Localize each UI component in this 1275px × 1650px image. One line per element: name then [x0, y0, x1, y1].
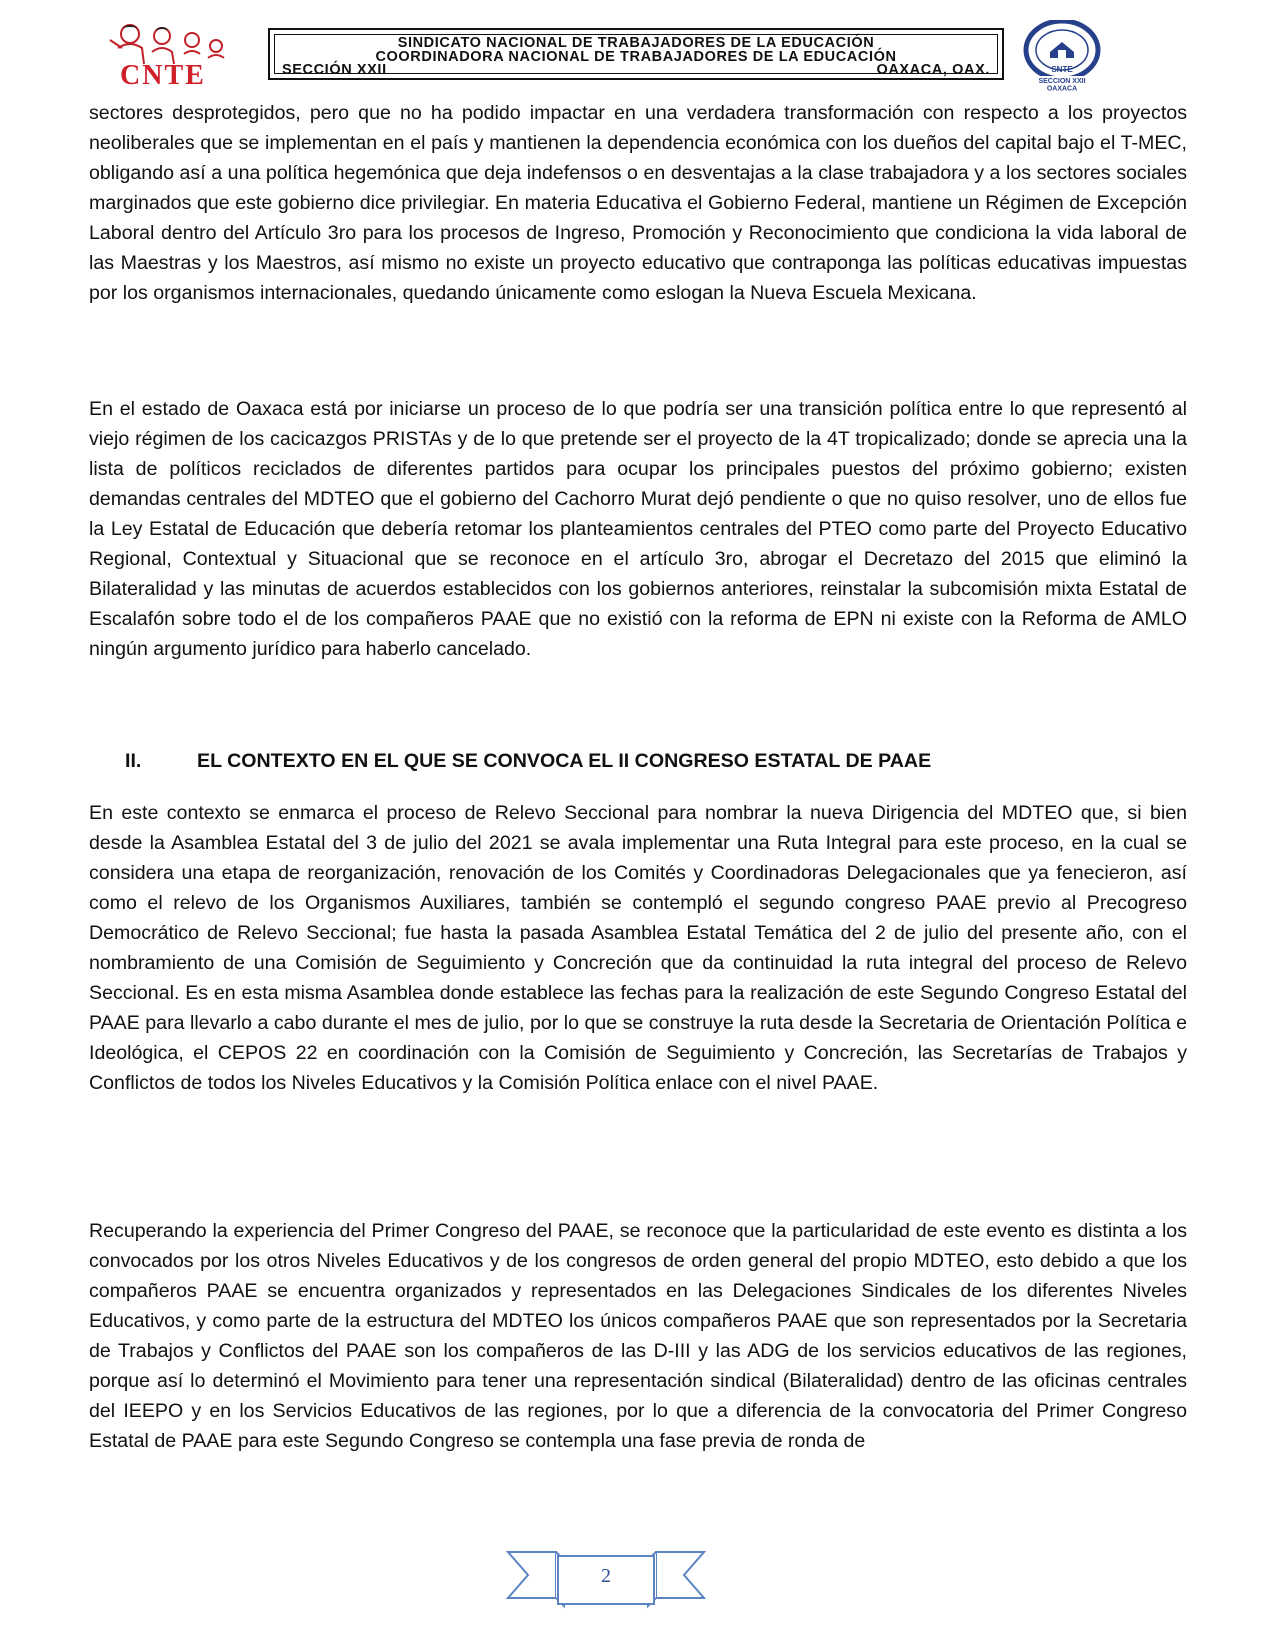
- section-number: II.: [125, 750, 142, 772]
- header-section: SECCIÓN XXII: [282, 62, 387, 78]
- paragraph-1: sectores desprotegidos, pero que no ha podido impactar en una verdadera transformación con respecto a los proyectos neoliberales que se implementan en el país y mantienen la dependencia económica con los dueños del capital bajo el T-MEC, obligando así a una política hegemónica que deja indefensos o en desventajas a la clase trabajadora y a los sectores sociales marginados que este gobierno dice privilegiar. En materia Educativa el Gobierno Federal, mantiene un Régimen de Excepción Laboral dentro del Artículo 3ro para los procesos de Ingreso, Promoción y Reconocimiento que condiciona la vida laboral de las Maestras y los Maestros, así mismo no existe un proyecto educativo que contraponga las políticas educativas impuestas por los organismos internacionales, quedando únicamente como eslogan la Nueva Escuela Mexicana.: [89, 102, 1187, 304]
- snte-logo-text: SNTE: [1051, 65, 1073, 74]
- section-title: EL CONTEXTO EN EL QUE SE CONVOCA EL II CONGRESO ESTATAL DE PAAE: [197, 750, 932, 772]
- snte-logo-city: OAXACA: [1046, 85, 1078, 92]
- header-line-2: COORDINADORA NACIONAL DE TRABAJADORES DE LA EDUCACIÓN: [375, 49, 897, 65]
- paragraph-4: Recuperando la experiencia del Primer Congreso del PAAE, se reconoce que la particularidad de este evento es distinta a los convocados por los otros Niveles Educativos y de los congresos de orden general del propio MDTEO, esto debido a que los compañeros PAAE se encuentra organizados y representados en las Delegaciones Sindicales de los diferentes Niveles Educativos, y como parte de la estructura del MDTEO los únicos compañeros PAAE que son representados por la Secretaria de Trabajos y Conflictos del PAAE son los compañeros de las D-III y las ADG de los servicios educativos de las regiones, porque así lo determinó el Movimiento para tener una representación sindical (Bilateralidad) dentro de las oficinas centrales del IEEPO y en los Servicios Educativos de las regiones, por lo que a diferencia de la convocatoria del Primer Congreso Estatal de PAAE para este Segundo Congreso se contempla una fase previa de ronda de: [89, 1220, 1187, 1452]
- page-header: [100, 18, 1180, 92]
- section-heading: [125, 750, 931, 773]
- header-location: OAXACA, OAX.: [876, 62, 990, 78]
- paragraph-3: En este contexto se enmarca el proceso de Relevo Seccional para nombrar la nueva Dirigencia del MDTEO que, si bien desde la Asamblea Estatal del 3 de julio del 2021 se avala implementar una Ruta Integral para este proceso, en la cual se considera una etapa de reorganización, renovación de los Comités y Coordinadoras Delegacionales que ya fenecieron, así como el relevo de los Organismos Auxiliares, también se contempló el segundo congreso PAAE previo al Precogreso Democrático de Relevo Seccional; fue hasta la pasada Asamblea Estatal Temática del 2 de julio del presente año, con el nombramiento de una Comisión de Seguimiento y Concreción que da continuidad la ruta integral del proceso de Relevo Seccional. Es en esta misma Asamblea donde establece las fechas para la realización de este Segundo Congreso Estatal del PAAE para llevarlo a cabo durante el mes de julio, por lo que se construye la ruta desde la Secretaria de Orientación Política e Ideológica, el CEPOS 22 en coordinación con la Comisión de Seguimiento y Concreción, las Secretarías de Trabajos y Conflictos de todos los Niveles Educativos y la Comisión Política enlace con el nivel PAAE.: [89, 802, 1187, 1094]
- paragraph-2: En el estado de Oaxaca está por iniciarse un proceso de lo que podría ser una transición política entre lo que representó al viejo régimen de los cacicazgos PRISTAs y de lo que pretende ser el proyecto de la 4T tropicalizado; donde se aprecia una la lista de políticos reciclados de diferentes partidos para ocupar los principales puestos del próximo gobierno; existen demandas centrales del MDTEO que el gobierno del Cachorro Murat dejó pendiente o que no quiso resolver, uno de ellos fue la Ley Estatal de Educación que debería retomar los planteamientos centrales del PTEO como parte del Proyecto Educativo Regional, Contextual y Situacional que se reconoce en el artículo 3ro, abrogar el Decretazo del 2015 que eliminó la Bilateralidad y las minutas de acuerdos establecidos con los gobiernos anteriores, reinstalar la subcomisión mixta Estatal de Escalafón sobre todo el de los compañeros PAAE que no existió con la reforma de EPN ni existe con la Reforma de AMLO ningún argumento jurídico para haberlo cancelado.: [89, 398, 1187, 660]
- header-title-box: [268, 28, 1004, 80]
- cnte-logo: [100, 18, 250, 88]
- cnte-logo-text: CNTE: [120, 60, 206, 88]
- page-number: 2: [601, 1565, 611, 1587]
- header-line-3: [282, 63, 990, 77]
- snte-logo-section: SECCION XXII: [1038, 78, 1086, 85]
- page-footer: [506, 1548, 706, 1610]
- header-line-1: SINDICATO NACIONAL DE TRABAJADORES DE LA EDUCACIÓN: [397, 35, 875, 51]
- snte-seal-logo: [1022, 20, 1102, 92]
